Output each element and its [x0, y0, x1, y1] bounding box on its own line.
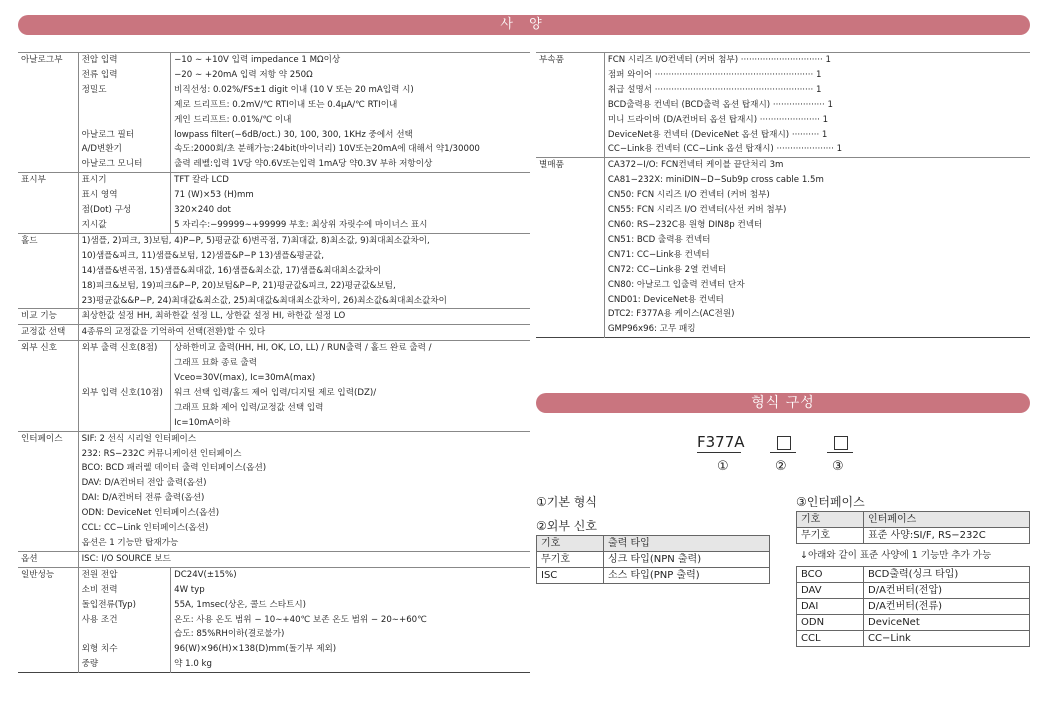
spec-subitem [78, 113, 171, 128]
spec-row [18, 309, 530, 325]
spec-category: 외부 신호 [18, 341, 78, 431]
spec-value: DAI: D/A컨버터 전류 출력(옵션) [81, 493, 205, 504]
spec-value: 14)샘플&변곡점, 15)샘플&최대값, 16)샘플&최소값, 17)샘플&최대최소값차이 [81, 265, 382, 276]
accessory-item: FCN 시리즈 I/O컨넥터 (커버 첨부) ······························ 1 [604, 53, 1030, 68]
spec-row [18, 371, 530, 386]
spec-value: 23)평균값&&P−P, 24)최대값&최소값, 25)최대값&최대최소값차이, 26)최소값&최대최소값차이 [81, 295, 447, 306]
spec-row [18, 341, 530, 356]
header-cell: 인터페이스 [864, 512, 1030, 528]
spec-subitem: 점(Dot) 구성 [78, 203, 171, 218]
spec-row [18, 476, 530, 491]
spec-value: ISC: I/O SOURCE 보드 [78, 551, 530, 567]
spec-subitem [78, 627, 171, 642]
spec-row [18, 583, 530, 598]
spec-value: 96(W)×96(H)×138(D)mm(돌기부 제외) [174, 644, 337, 655]
spec-row [18, 128, 530, 143]
accessory-item: CC−Link용 컨넥터 (CC−Link 옵션 탑재시) ····················· 1 [607, 144, 843, 155]
spec-value: 워크 선택 입력/홀드 제어 입력/디지털 제로 입력(DZ)/ [174, 387, 377, 398]
spec-row [18, 521, 530, 536]
accessory-item: DTC2: F377A용 케이스(AC전원) [607, 309, 735, 320]
accessory-row [536, 53, 1030, 68]
accessory-item: CA372−I/O: FCN컨넥터 케이블 끝단처리 3m [604, 158, 1030, 173]
accessory-row [536, 128, 1030, 143]
spec-value: −10 ∼ +10V 입력 impedance 1 MΩ이상 [171, 53, 530, 68]
spec-row [18, 53, 530, 68]
spec-value: 최상한값 설정 HH, 최하한값 설정 LL, 상한값 설정 HI, 하한값 설정 LO [78, 309, 530, 325]
spec-value: TFT 칼라 LCD [171, 173, 530, 188]
desc-cell: BCD출력(싱크 타입) [864, 567, 1030, 583]
spec-value: 1)샘플, 2)피크, 3)보텀, 4)P−P, 5)평균값 6)변곡점, 7)최대값, 8)최소값, 9)최대최소값차이, [78, 233, 530, 248]
accessory-row [536, 307, 1030, 322]
spec-category: 인터페이스 [18, 431, 78, 551]
spec-category: 교정값 선택 [18, 325, 78, 341]
option-box-3 [834, 436, 848, 450]
accessory-row [536, 113, 1030, 128]
form-title-banner: 형식 구성 [536, 393, 1030, 413]
spec-value: 제로 드리프트: 0.2mV/℃ RTI이내 또는 0.4μA/℃ RTI이내 [174, 99, 398, 110]
spec-row [18, 613, 530, 628]
code-cell: 무기호 [797, 528, 864, 544]
table-row [797, 599, 1030, 615]
spec-title-banner: 사 양 [18, 15, 1030, 35]
spec-subitem: 아날로그 모니터 [78, 157, 171, 172]
code-cell: BCO [797, 567, 864, 583]
spec-row [18, 294, 530, 309]
spec-subitem: 표시 영역 [78, 188, 171, 203]
spec-row [18, 203, 530, 218]
spec-row [18, 506, 530, 521]
code-number-2: ② [775, 459, 787, 474]
accessory-item: DeviceNet용 컨넥터 (DeviceNet 옵션 탑재시) ·········· 1 [607, 129, 828, 140]
accessory-row [536, 142, 1030, 157]
table-row [537, 568, 770, 584]
accessory-category: 부속품 [536, 53, 604, 158]
code-cell: CCL [797, 631, 864, 647]
accessory-item: CN51: BCD 출력용 컨넥터 [607, 234, 711, 245]
code-cell: DAV [797, 583, 864, 599]
code-cell: ODN [797, 615, 864, 631]
spec-row [18, 279, 530, 294]
spec-row [18, 233, 530, 248]
spec-subitem [78, 401, 171, 416]
spec-value: 온도: 사용 온도 범위 − 10∼+40℃ 보존 온도 범위 − 20∼+60℃ [174, 614, 427, 625]
accessory-item: CN71: CC−Link용 컨넥터 [607, 249, 710, 260]
spec-value: CCL: CC−Link 인터페이스(옵션) [81, 523, 209, 534]
spec-row [18, 83, 530, 98]
accessory-row [536, 68, 1030, 83]
desc-cell: D/A컨버터(전압) [864, 583, 1030, 599]
spec-row [18, 249, 530, 264]
spec-row [18, 536, 530, 551]
accessory-row [536, 233, 1030, 248]
accessory-item: CN55: FCN 시리즈 I/O 컨넥터(사선 커버 첨부) [607, 205, 787, 216]
spec-value: BCO: BCD 패러렐 데이터 출력 인터페이스(옵션) [81, 463, 267, 474]
spec-row [18, 325, 530, 341]
spec-row [18, 491, 530, 506]
spec-row [18, 598, 530, 613]
accessory-item: CN72: CC−Link용 2열 컨넥터 [607, 264, 727, 275]
spec-value: 232: RS−232C 커뮤니케이션 인터페이스 [81, 448, 242, 459]
accessory-row [536, 263, 1030, 278]
table-header [797, 512, 1030, 528]
accessory-item: CN80: 아날로그 입출력 컨넥터 단자 [607, 279, 745, 290]
desc-cell: D/A컨버터(전류) [864, 599, 1030, 615]
header-cell: 출력 타입 [604, 536, 770, 552]
spec-value: 속도:2000회/초 분해가능:24bit(바이너리) 10V또는20mA에 대해서 약1/30000 [174, 144, 480, 155]
model-underline [697, 452, 741, 453]
spec-value: 4W typ [174, 584, 205, 595]
spec-value: Ic=10mA이하 [174, 417, 231, 428]
spec-subitem: 외형 치수 [78, 642, 171, 657]
spec-value: Vceo=30V(max), Ic=30mA(max) [174, 373, 316, 384]
spec-value: ODN: DeviceNet 인터페이스(옵션) [81, 508, 220, 519]
spec-table [18, 52, 530, 673]
spec-subitem [78, 98, 171, 113]
accessory-item: BCD출력용 컨넥터 (BCD출력 옵션 탑재시) ··················· 1 [607, 99, 833, 110]
spec-row [18, 173, 530, 188]
code-number-1: ① [717, 459, 729, 474]
interface-label: ③인터페이스 [796, 495, 865, 509]
spec-subitem [78, 416, 171, 431]
spec-row [18, 431, 530, 446]
accessory-row [536, 248, 1030, 263]
spec-subitem: 지시값 [78, 218, 171, 233]
accessory-row [536, 188, 1030, 203]
spec-value: 그래프 묘화 종료 출력 [174, 358, 258, 369]
spec-row [18, 218, 530, 233]
spec-category: 아날로그부 [18, 53, 78, 173]
spec-subitem: 전압 입력 [78, 53, 171, 68]
accessory-item: GMP96x96: 고무 패킹 [607, 324, 696, 335]
code-cell: ISC [537, 568, 604, 584]
spec-value: 출력 레벨:입력 1V당 약0.6V또는입력 1mA당 약0.3V 부하 저항이상 [174, 159, 433, 170]
spec-category: 표시부 [18, 173, 78, 234]
spec-subitem: 전류 입력 [78, 68, 171, 83]
spec-row [18, 567, 530, 582]
accessory-row [536, 98, 1030, 113]
spec-value: 320×240 dot [174, 205, 231, 216]
spec-subitem: 돌입전류(Typ) [78, 598, 171, 613]
spec-value: 4종류의 교정값을 기억하여 선택(전환)할 수 있다 [78, 325, 530, 341]
spec-row [18, 98, 530, 113]
spec-value: 습도: 85%RH이하(결로불가) [174, 629, 285, 640]
spec-subitem [78, 356, 171, 371]
spec-value: 10)샘플&피크, 11)샘플&보텀, 12)샘플&P−P 13)샘플&평균값, [81, 250, 325, 261]
spec-value: 상하한비교 출력(HH, HI, OK, LO, LL) / RUN출력 / 홀드 완료 출력 / [171, 341, 530, 356]
spec-subitem: 표시기 [78, 173, 171, 188]
table-row [797, 583, 1030, 599]
ext-signal-label: ②외부 신호 [536, 519, 597, 533]
spec-value: 55A, 1msec(상온, 콜드 스타트시) [174, 599, 307, 610]
desc-cell: CC−Link [864, 631, 1030, 647]
spec-value: 18)피크&보텀, 19)피크&P−P, 20)보텀&P−P, 21)평균값&피크, 22)평균값&보텀, [81, 280, 396, 291]
spec-category: 옵션 [18, 551, 78, 567]
spec-value: 71 (W)×53 (H)mm [174, 190, 254, 201]
spec-row [18, 627, 530, 642]
accessory-row [536, 203, 1030, 218]
spec-value: 약 1.0 kg [174, 659, 212, 670]
spec-subitem: 소비 전력 [78, 583, 171, 598]
option-underline-2 [770, 452, 796, 453]
spec-row [18, 551, 530, 567]
spec-value: 5 자리수:−99999∼+99999 부호: 최상위 자릿수에 마이너스 표시 [174, 219, 428, 230]
accessory-item: CND01: DeviceNet용 컨넥터 [607, 294, 724, 305]
spec-row [18, 356, 530, 371]
accessory-item: 점퍼 와이어 ·························································· 1 [607, 69, 822, 80]
spec-row [18, 68, 530, 83]
accessory-row [536, 218, 1030, 233]
spec-subitem [78, 371, 171, 386]
spec-subitem: 중량 [78, 657, 171, 672]
table-row [797, 631, 1030, 647]
accessory-row [536, 278, 1030, 293]
spec-subitem: 외부 출력 신호(8점) [78, 341, 171, 356]
accessory-row [536, 158, 1030, 173]
spec-row [18, 447, 530, 462]
spec-subitem: A/D변환기 [78, 142, 171, 157]
option-underline-3 [827, 452, 853, 453]
spec-row [18, 188, 530, 203]
spec-row [18, 401, 530, 416]
spec-row [18, 142, 530, 157]
accessory-row [536, 322, 1030, 337]
accessory-item: 취급 설명서 ·························································· 1 [607, 84, 822, 95]
spec-row [18, 386, 530, 401]
spec-subitem: 전원 전압 [78, 567, 171, 582]
desc-cell: DeviceNet [864, 615, 1030, 631]
spec-value: DC24V(±15%) [171, 567, 530, 582]
header-cell: 기호 [797, 512, 864, 528]
spec-value: −20 ∼ +20mA 입력 저항 약 250Ω [174, 69, 313, 80]
spec-value: 비직선성: 0.02%/FS±1 digit 이내 (10 V 또는 20 mA입력 시) [174, 84, 414, 95]
code-cell: DAI [797, 599, 864, 615]
interface-note: ↓아래와 같이 표준 사양에 1 기능만 추가 가능 [800, 550, 992, 561]
accessory-item: CA81−232X: miniDIN−D−Sub9p cross cable 1.5m [607, 175, 824, 186]
spec-subitem: 사용 조건 [78, 613, 171, 628]
option-box-2 [777, 436, 791, 450]
spec-row [18, 416, 530, 431]
spec-row [18, 113, 530, 128]
accessory-item: CN50: FCN 시리즈 I/O 컨넥터 (커버 첨부) [607, 190, 770, 201]
spec-category: 일반성능 [18, 567, 78, 672]
spec-value: lowpass filter(−6dB/oct.) 30, 100, 300, 1KHz 중에서 선택 [174, 129, 413, 140]
spec-value: 그래프 묘화 제어 입력/교정값 선택 입력 [174, 402, 324, 413]
desc-cell: 표준 사양:SI/F, RS−232C [864, 528, 1030, 544]
accessory-category: 별매품 [536, 158, 604, 338]
spec-row [18, 461, 530, 476]
accessories-table [536, 52, 1030, 338]
spec-subitem: 아날로그 필터 [78, 128, 171, 143]
interface-option-table [796, 566, 1030, 647]
spec-row [18, 264, 530, 279]
accessory-row [536, 173, 1030, 188]
code-cell: 무기호 [537, 552, 604, 568]
spec-row [18, 157, 530, 172]
interface-std-table [796, 511, 1030, 544]
spec-value: SIF: 2 선식 시리얼 인터페이스 [78, 431, 530, 446]
accessory-item: 미니 드라이버 (D/A컨버터 옵션 탑재시) ······················ 1 [607, 114, 829, 125]
code-number-3: ③ [832, 459, 844, 474]
table-row [797, 615, 1030, 631]
spec-category: 홀드 [18, 233, 78, 309]
table-row [537, 552, 770, 568]
accessory-item: CN60: RS−232C용 원형 DIN8p 컨넥터 [607, 219, 763, 230]
basic-form-label: ①기본 형식 [536, 495, 597, 509]
desc-cell: 싱크 타입(NPN 출력) [604, 552, 770, 568]
table-row [797, 528, 1030, 544]
spec-value: 게인 드리프트: 0.01%/℃ 이내 [174, 114, 292, 125]
desc-cell: 소스 타입(PNP 출력) [604, 568, 770, 584]
spec-value: DAV: D/A컨버터 전압 출력(옵션) [81, 478, 207, 489]
spec-subitem: 정밀도 [78, 83, 171, 98]
accessory-row [536, 293, 1030, 308]
model-code: F377A [697, 433, 745, 451]
accessory-row [536, 83, 1030, 98]
spec-category: 비교 기능 [18, 309, 78, 325]
table-header [537, 536, 770, 552]
spec-subitem: 외부 입력 신호(10점) [78, 386, 171, 401]
spec-row [18, 657, 530, 672]
spec-value: 옵션은 1 기능만 탑재가능 [81, 538, 179, 548]
header-cell: 기호 [537, 536, 604, 552]
spec-row [18, 642, 530, 657]
ext-signal-table [536, 535, 770, 584]
table-row [797, 567, 1030, 583]
